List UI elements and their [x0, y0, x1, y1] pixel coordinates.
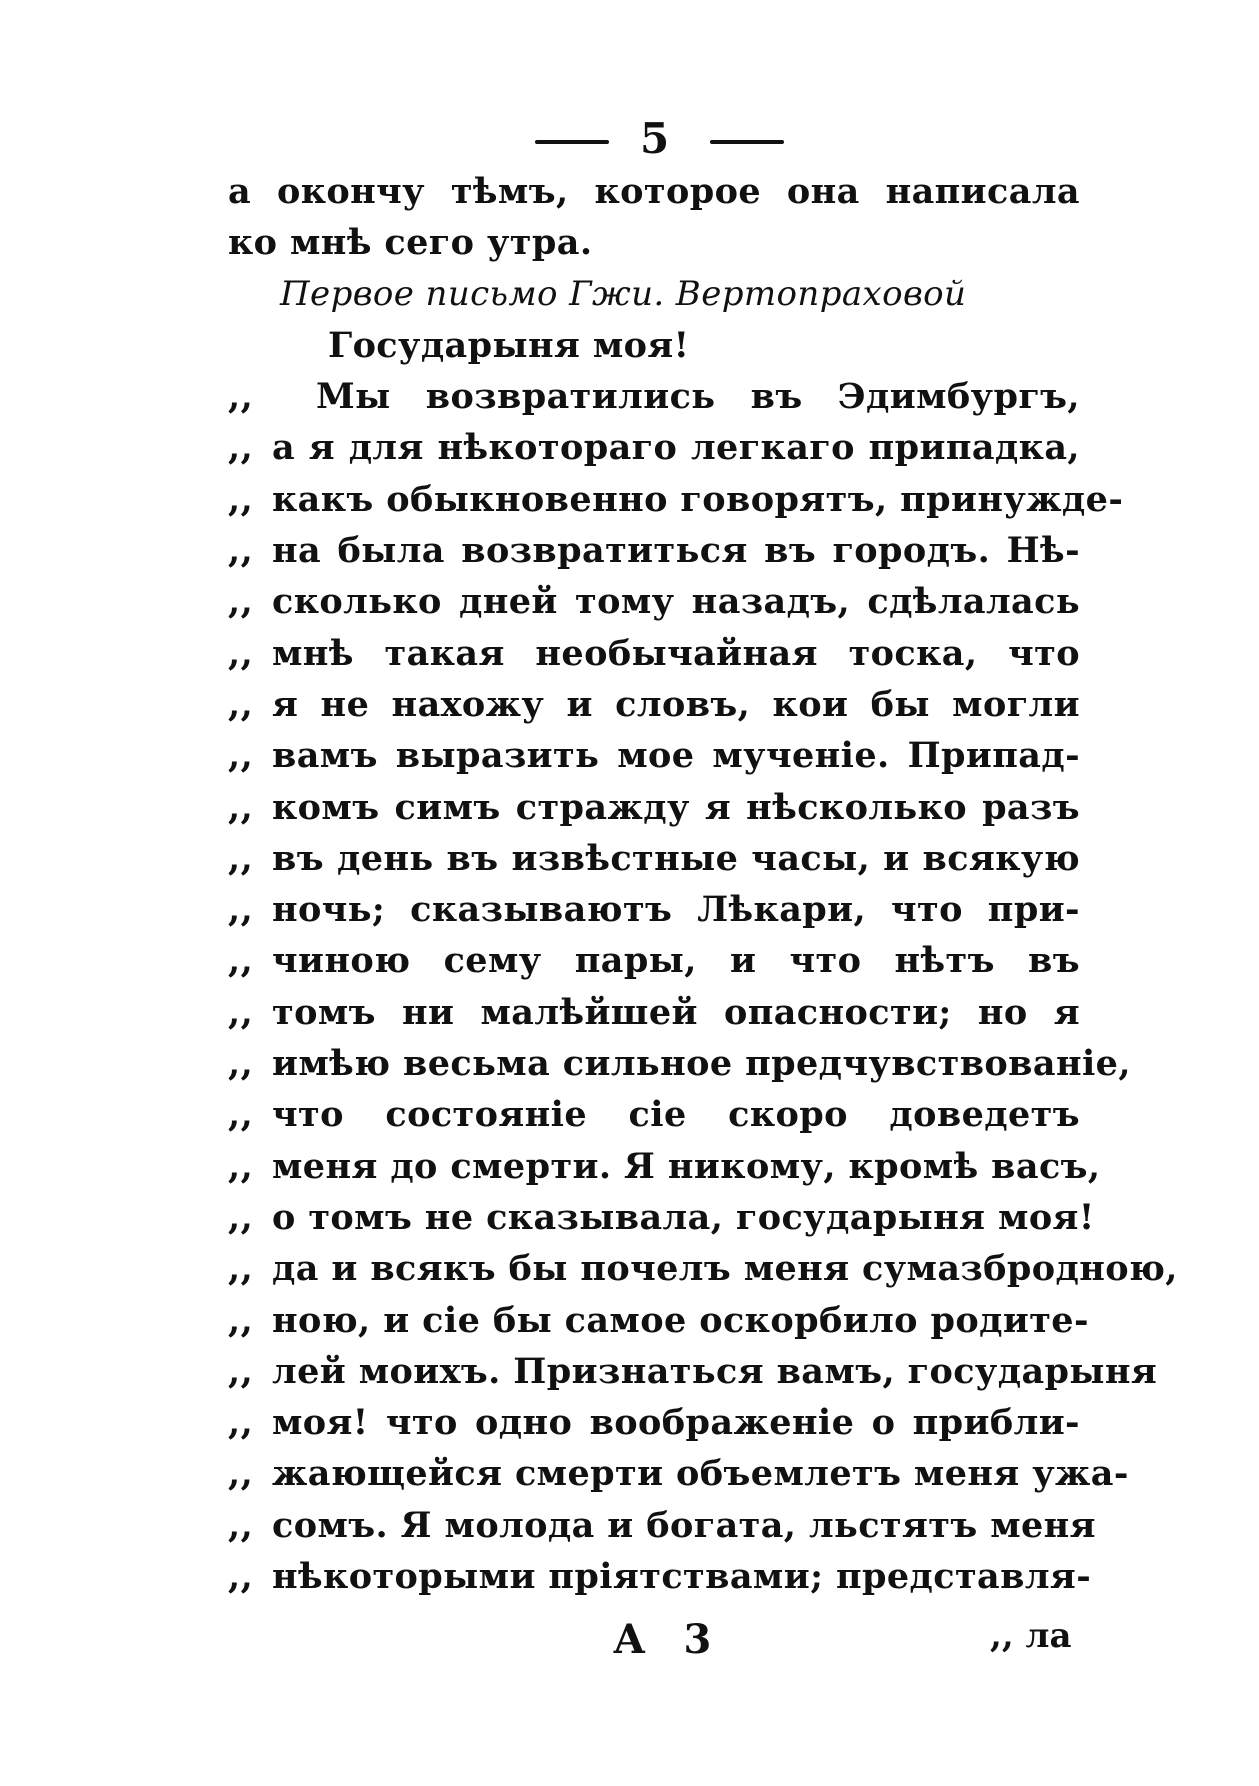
text-line: [228, 217, 1080, 268]
line-text: Мы возвратились въ Эдимбургъ,: [316, 376, 1080, 418]
line-text: я не нахожу и словъ, кои бы могли: [272, 683, 1080, 725]
quote-mark: ,,: [228, 1094, 254, 1136]
page-number: 5: [640, 114, 670, 163]
body-text: [228, 166, 1178, 1602]
text-line: [228, 1089, 1080, 1140]
line-text: ко мнѣ сего утра.: [228, 222, 593, 264]
quote-mark: ,,: [228, 1299, 254, 1341]
text-line: [228, 935, 1080, 986]
quote-mark: ,,: [228, 1504, 254, 1546]
text-line: [228, 371, 1080, 422]
text-line: [228, 166, 1080, 217]
line-text: о томъ не сказывала, государыня моя!: [272, 1196, 1095, 1238]
header-rule-left: [535, 140, 609, 144]
header-rule-right: [710, 140, 784, 144]
quote-mark: ,,: [228, 837, 254, 879]
line-text: какъ обыкновенно говорятъ, принужде-: [272, 478, 1124, 520]
text-line: [228, 1192, 1095, 1243]
line-text: а окончу тѣмъ, которое она написала: [228, 171, 1080, 212]
quote-mark: ,,: [228, 581, 254, 623]
text-line: [228, 782, 1080, 833]
text-line: [228, 1397, 1080, 1448]
line-text: сколько дней тому назадъ, сдѣлалась: [272, 581, 1080, 623]
quote-mark: ,,: [228, 530, 254, 572]
text-line: [228, 1551, 1092, 1602]
line-text: меня до смерти. Я никому, кромѣ васъ,: [272, 1145, 1101, 1187]
line-text: Первое письмо Гжи. Вертопраховой: [280, 273, 967, 314]
quote-mark: ,,: [228, 478, 254, 520]
text-line: [228, 1141, 1101, 1192]
text-line: [228, 1500, 1096, 1551]
text-line: [228, 1295, 1089, 1346]
line-text: ночь; сказываютъ Лѣкари, что при-: [272, 889, 1080, 931]
line-text: что состояніе сіе скоро доведетъ: [272, 1094, 1080, 1136]
quote-mark: ,,: [228, 1196, 254, 1238]
text-line: [228, 1448, 1129, 1499]
line-text: лей моихъ. Признаться вамъ, государыня: [272, 1350, 1158, 1392]
line-text: имѣю весьма сильное предчувствованіе,: [272, 1043, 1131, 1085]
text-line: [228, 730, 1080, 781]
page-footer: [0, 1616, 1259, 1672]
quote-mark: ,,: [228, 632, 254, 674]
quote-mark: ,,: [228, 889, 254, 931]
quote-mark: ,,: [228, 1556, 254, 1598]
quote-mark: ,,: [228, 1248, 254, 1290]
quote-mark: ,,: [228, 1453, 254, 1495]
text-line: [228, 422, 1080, 473]
line-text: да и всякъ бы почелъ меня сумазбродною,: [272, 1248, 1178, 1290]
line-text: въ день въ извѣстные часы, и всякую: [272, 837, 1080, 879]
text-line: [228, 987, 1080, 1038]
line-text: томъ ни малѣйшей опасности; но я: [272, 991, 1080, 1033]
line-text: ною, и сіе бы самое оскорбило родите-: [272, 1299, 1089, 1341]
text-line: [228, 576, 1080, 627]
line-text: а я для нѣкотораго легкаго припадка,: [272, 427, 1080, 469]
line-text: моя! что одно воображеніе о прибли-: [272, 1402, 1080, 1444]
text-line: [228, 1346, 1158, 1397]
quote-mark: ,,: [228, 1350, 254, 1392]
line-text: нѣкоторыми пріятствами; представля-: [272, 1556, 1092, 1598]
text-line: [228, 833, 1080, 884]
line-text: Государыня моя!: [328, 324, 690, 366]
quote-mark: ,,: [228, 786, 254, 828]
quote-mark: ,,: [228, 427, 254, 469]
quote-mark: ,,: [228, 991, 254, 1033]
text-line: [228, 884, 1080, 935]
page-header: [0, 114, 1259, 168]
line-text: сомъ. Я молода и богата, льстятъ меня: [272, 1504, 1096, 1546]
catchword: ,, ла: [990, 1616, 1072, 1656]
signature-mark: А 3: [613, 1616, 724, 1663]
text-line: [228, 1243, 1178, 1294]
line-text: чиною сему пары, и что нѣтъ въ: [272, 940, 1080, 982]
line-text: жающейся смерти объемлетъ меня ужа-: [272, 1453, 1129, 1495]
quote-mark: ,,: [228, 376, 254, 418]
line-text: вамъ выразить мое мученіе. Припад-: [272, 735, 1080, 777]
text-line: [228, 525, 1080, 576]
line-text: комъ симъ стражду я нѣсколько разъ: [272, 786, 1080, 828]
text-line: [228, 1038, 1131, 1089]
quote-mark: ,,: [228, 735, 254, 777]
quote-mark: ,,: [228, 1043, 254, 1085]
line-text: мнѣ такая необычайная тоска, что: [272, 632, 1080, 674]
quote-mark: ,,: [228, 1145, 254, 1187]
text-line: [228, 679, 1080, 730]
text-line: [228, 628, 1080, 679]
text-line: [228, 320, 1080, 371]
line-text: на была возвратиться въ городъ. Нѣ-: [272, 530, 1080, 572]
quote-mark: ,,: [228, 940, 254, 982]
text-line: [228, 474, 1124, 525]
text-line: [228, 269, 1080, 320]
quote-mark: ,,: [228, 1402, 254, 1444]
quote-mark: ,,: [228, 683, 254, 725]
